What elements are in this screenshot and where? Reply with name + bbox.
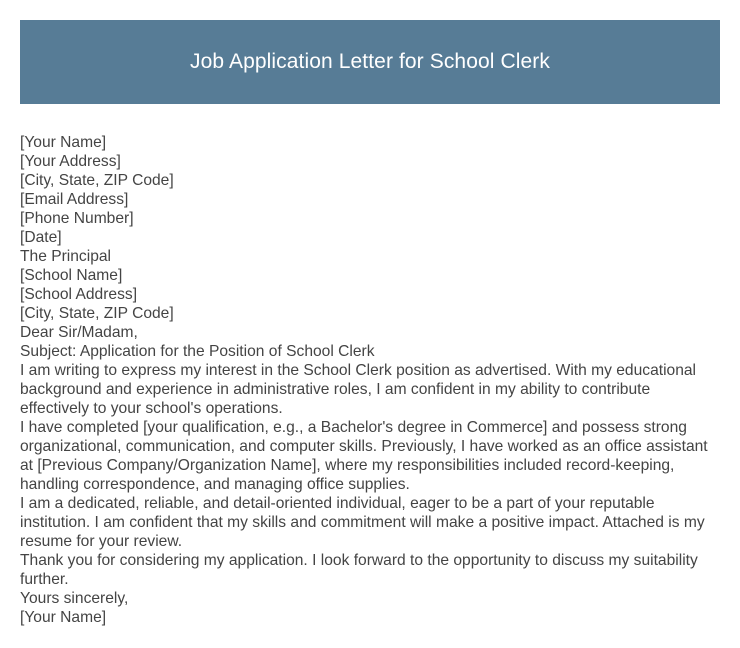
body-paragraph-qualifications: I have completed [your qualification, e.g., a Bachelor's degree in Commerce] and possess strong organizational, communication, and computer skills. Previously, I have worked as an office assistant at [Previous Company/Organization Name], where my responsibilities included record-keeping, handling correspondence, and managing office supplies. (20, 419, 708, 493)
letter-date: [Date] (20, 229, 62, 246)
salutation: Dear Sir/Madam, (20, 324, 138, 341)
body-paragraph-intro: I am writing to express my interest in the School Clerk position as advertised. With my educational background and experience in administrative roles, I am confident in my ability to contribute effectively to your school's operations. (20, 362, 697, 417)
recipient-block (20, 247, 720, 323)
recipient-school-address: [School Address] (20, 286, 138, 303)
sender-phone: [Phone Number] (20, 210, 134, 227)
sender-name: [Your Name] (20, 134, 107, 151)
recipient-title: The Principal (20, 248, 112, 265)
letter-body (20, 133, 720, 627)
body-paragraph-attributes: I am a dedicated, reliable, and detail-oriented individual, eager to be a part of your reputable institution. I am confident that my skills and commitment will make a positive impact. Attached is my resume for your review. (20, 495, 705, 550)
recipient-school-name: [School Name] (20, 267, 123, 284)
closing: Yours sincerely, (20, 590, 129, 607)
page-title: Job Application Letter for School Clerk (190, 50, 550, 73)
subject-line: Subject: Application for the Position of School Clerk (20, 343, 375, 360)
title-banner (20, 20, 720, 104)
body-paragraph-closing: Thank you for considering my application. I look forward to the opportunity to discuss my suitability further. (20, 552, 698, 588)
sender-city-state-zip: [City, State, ZIP Code] (20, 172, 174, 189)
sender-address: [Your Address] (20, 153, 121, 170)
signature: [Your Name] (20, 609, 107, 626)
sender-block (20, 133, 720, 247)
recipient-city-state-zip: [City, State, ZIP Code] (20, 305, 174, 322)
sender-email: [Email Address] (20, 191, 129, 208)
